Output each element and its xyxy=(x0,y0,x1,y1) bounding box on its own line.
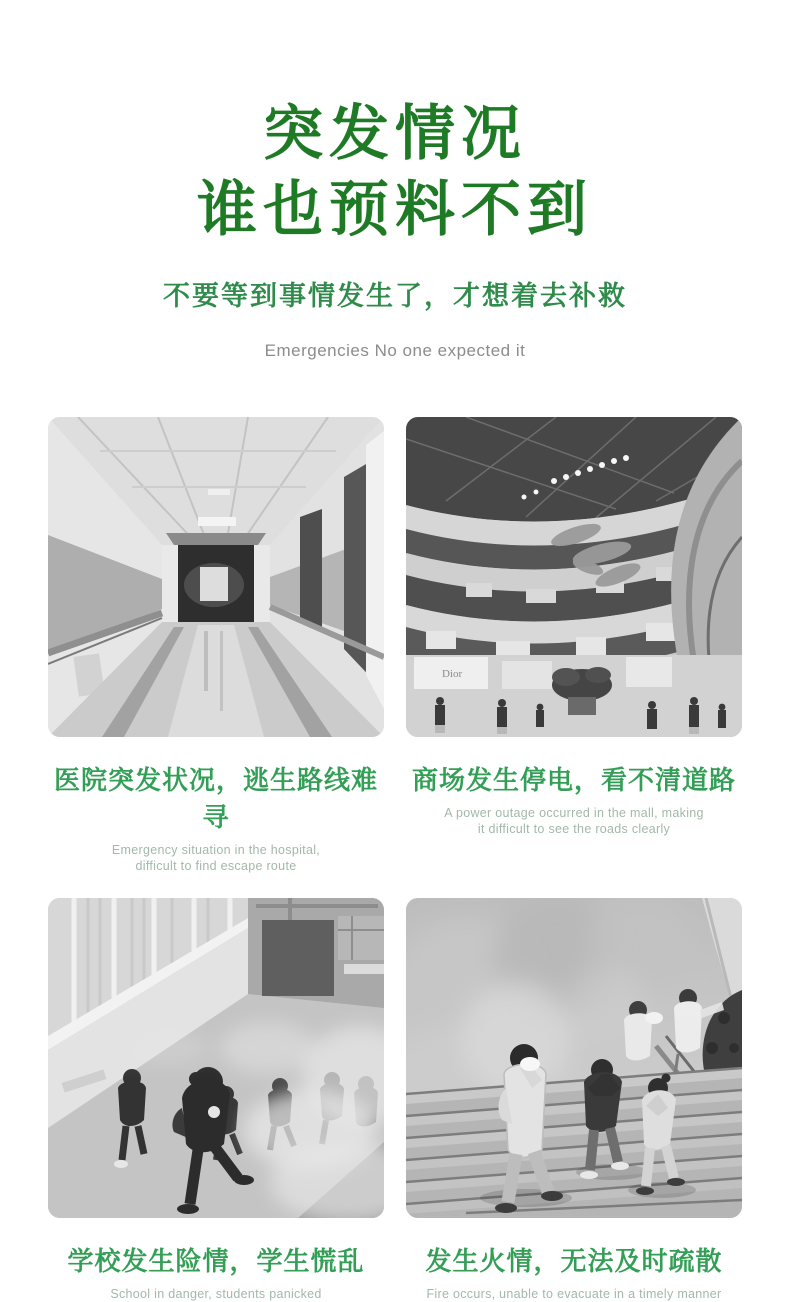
gallery-caption xyxy=(406,760,742,837)
title-line-2: 谁也预料不到 xyxy=(197,176,593,243)
gallery-item-mall xyxy=(406,417,742,874)
header xyxy=(0,0,790,361)
mall-atrium-illustration xyxy=(406,417,742,737)
caption-cn: 发生火情，无法及时疏散 xyxy=(425,1246,723,1276)
caption-cn: 商场发生停电，看不清道路 xyxy=(411,765,736,795)
gallery-caption xyxy=(48,1241,384,1302)
caption-en: Emergency situation in the hospital, difficult to find escape route xyxy=(111,843,321,873)
caption-en: Fire occurs, unable to evacuate in a timely manner xyxy=(426,1287,722,1301)
subtitle-en: Emergencies No one expected it xyxy=(264,341,526,360)
gallery-item-hospital xyxy=(48,417,384,874)
hospital-corridor-illustration xyxy=(48,417,384,737)
gallery-item-school xyxy=(48,898,384,1302)
gallery-item-fire xyxy=(406,898,742,1302)
subtitle-cn: 不要等到事情发生了，才想着去补救 xyxy=(163,281,627,311)
hospital-corridor-photo xyxy=(48,417,384,737)
stairs-evacuation-photo xyxy=(406,898,742,1218)
title-line-1: 突发情况 xyxy=(263,100,527,167)
gallery-caption xyxy=(406,1241,742,1302)
svg-text:Dior: Dior xyxy=(442,668,463,680)
caption-cn: 学校发生险情，学生慌乱 xyxy=(67,1246,365,1276)
caption-cn: 医院突发状况，逃生路线难寻 xyxy=(53,765,378,832)
school-drill-photo xyxy=(48,898,384,1218)
gallery-caption xyxy=(48,760,384,874)
stairs-evacuation-illustration xyxy=(406,898,742,1218)
page-title xyxy=(0,96,790,248)
mall-atrium-photo xyxy=(406,417,742,737)
caption-en: School in danger, students panicked xyxy=(110,1287,322,1301)
school-drill-illustration xyxy=(48,898,384,1218)
caption-en: A power outage occurred in the mall, making it difficult to see the roads clearly xyxy=(444,806,704,836)
photo-gallery xyxy=(48,417,742,1302)
